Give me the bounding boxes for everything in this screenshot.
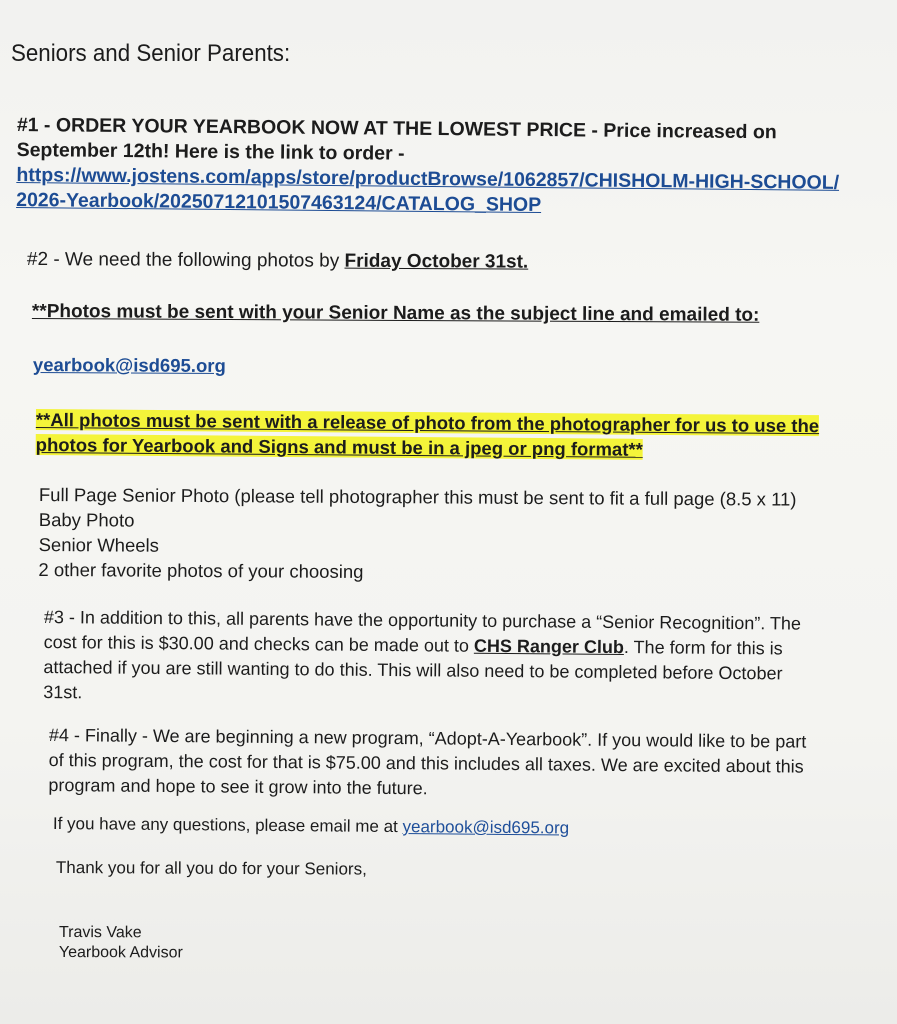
item-1-heading: #1 - ORDER YOUR YEARBOOK NOW AT THE LOWEST PRICE xyxy=(16,113,587,142)
yearbook-order-link-line-1[interactable]: https://www.jostens.com/apps/store/productBrowse/1062857/CHISHOLM-HIGH-SCHOOL/ xyxy=(16,163,840,194)
questions-text: If you have any questions, please email me at xyxy=(52,814,403,837)
item-4-line-3: program and hope to see it grow into the future. xyxy=(48,774,428,799)
item-1-price-note: Price increased on xyxy=(603,119,777,144)
yearbook-order-link-line-2[interactable]: 2026-Yearbook/20250712101507463124/CATALOG_SHOP xyxy=(16,188,542,217)
item-1-line-2: September 12th! Here is the link to order - xyxy=(16,138,405,165)
questions-contact xyxy=(53,814,569,839)
closing-line: Thank you for all you do for your Seniors, xyxy=(55,858,367,879)
photo-list-item: 2 other favorite photos of your choosing xyxy=(38,558,364,582)
item-3-senior-recognition xyxy=(43,605,801,712)
item-3-line-2-pre: cost for this is $30.00 and checks can be made out to xyxy=(43,631,475,656)
greeting: Seniors and Senior Parents: xyxy=(11,40,291,67)
photo-email-instructions: **Photos must be sent with your Senior Name as the subject line and emailed to: xyxy=(31,301,760,326)
item-2-photo-deadline xyxy=(27,249,528,274)
item-4-line-2: of this program, the cost for that is $75.00 and this includes all taxes. We are excited about this xyxy=(48,749,804,777)
item-1-separator: - xyxy=(585,119,604,142)
signature-block xyxy=(59,923,183,963)
item-3-line-4: 31st. xyxy=(43,681,83,703)
item-3-line-3: attached if you are still wanting to do this. This will also need to be completed before October xyxy=(43,656,783,684)
item-3-line-1: #3 - In addition to this, all parents have the opportunity to purchase a “Senior Recognition”. The xyxy=(43,606,802,634)
photo-deadline-date: Friday October 31st. xyxy=(344,250,529,273)
item-4-line-1: #4 - Finally - We are beginning a new program, “Adopt-A-Yearbook”. If you would like to be part xyxy=(48,724,807,752)
photo-list-item: Senior Wheels xyxy=(38,533,159,556)
item-1-order-yearbook xyxy=(16,113,840,221)
item-3-line-2-post: . The form for this is xyxy=(623,637,783,659)
ranger-club-name: CHS Ranger Club xyxy=(473,635,625,658)
photo-release-note-line-1: **All photos must be sent with a release of photo from the photographer for us to use the xyxy=(35,408,820,437)
yearbook-order-link[interactable] xyxy=(16,163,839,221)
questions-email-link[interactable]: yearbook@isd695.org xyxy=(402,817,570,838)
item-2-text: #2 - We need the following photos by xyxy=(26,249,345,272)
photo-release-note xyxy=(36,407,820,463)
signature-name: Travis Vake xyxy=(58,924,142,942)
photo-list-item: Baby Photo xyxy=(38,508,135,531)
photo-list-item: Full Page Senior Photo (please tell photographer this must be sent to fit a full page (8.5 x 11) xyxy=(38,483,797,510)
signature-title: Yearbook Advisor xyxy=(58,943,183,962)
required-photo-list xyxy=(38,482,796,587)
photo-release-note-line-2: photos for Yearbook and Signs and must be in a jpeg or png format** xyxy=(35,433,643,460)
item-4-adopt-a-yearbook xyxy=(48,723,806,805)
yearbook-email-link[interactable]: yearbook@isd695.org xyxy=(32,354,226,377)
